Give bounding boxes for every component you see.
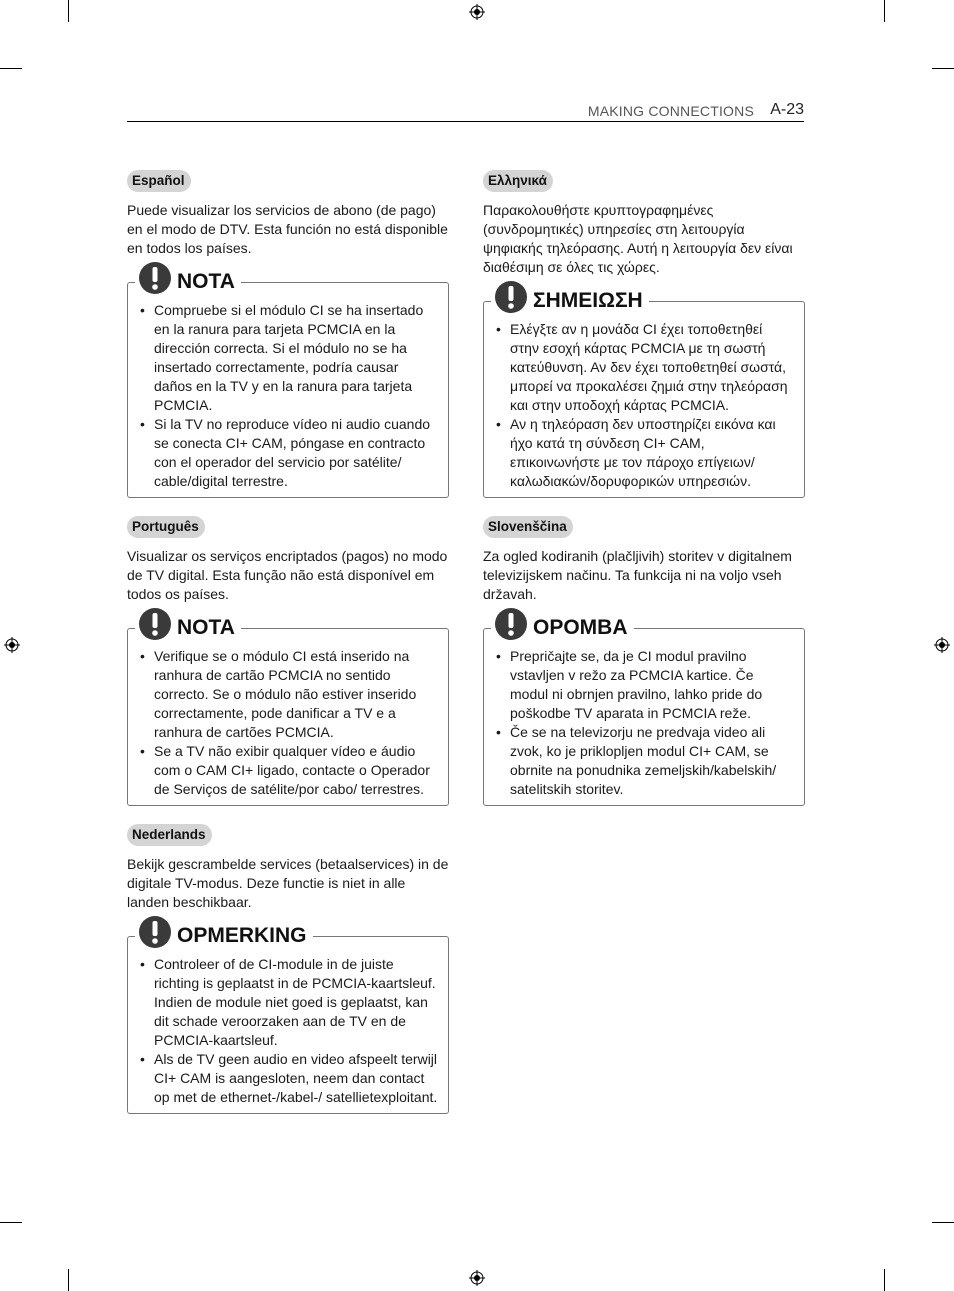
note-list — [138, 955, 438, 1107]
header-rule — [127, 121, 804, 122]
note-header — [491, 279, 649, 313]
crop-mark — [884, 0, 885, 22]
note-title: OPOMBA — [533, 616, 628, 639]
language-section — [483, 170, 805, 498]
note-header — [135, 606, 241, 640]
note-bullet: • Prepričajte se, da je CI modul pravilno vstavljen v režo za PCMCIA kartice. Če modul ni obrnjen pravilno, lahko pride do poškodbe TV aparata in PCMCIA reže. — [494, 647, 794, 723]
page-number: A-23 — [770, 101, 804, 118]
registration-mark-icon — [469, 4, 485, 20]
crop-mark — [932, 1222, 954, 1223]
note-bullet: • Αν η τηλεόραση δεν υποστηρίζει εικόνα και ήχο κατά τη σύνδεση CI+ CAM, επικοινωνήστε με τον πάροχο επίγειων/ καλωδιακών/δορυφορικών υπηρεσιών. — [494, 415, 794, 491]
note-header — [491, 606, 634, 640]
language-section — [127, 516, 449, 806]
warning-icon — [495, 608, 527, 640]
language-tag: Nederlands — [127, 824, 212, 846]
note-list — [494, 647, 794, 799]
note-body — [483, 628, 805, 806]
crop-mark — [932, 68, 954, 69]
language-tag: Ελληνικά — [483, 170, 553, 192]
intro-text: Bekijk gescrambelde services (betaalservices) in de digitale TV-modus. Deze functie is niet in alle landen beschikbaar. — [127, 856, 449, 910]
crop-mark — [68, 1269, 69, 1291]
note-body — [127, 936, 449, 1114]
crop-mark — [0, 68, 22, 69]
note-title: NOTA — [177, 616, 235, 639]
language-tag: Español — [127, 170, 191, 192]
language-section — [483, 516, 805, 806]
note-bullet: • Če se na televizorju ne predvaja video ali zvok, ko je priklopljen modul CI+ CAM, se obrnite na ponudnika zemeljskih/kabelskih/ satelitskih storitev. — [494, 723, 794, 799]
note-header — [135, 914, 313, 948]
note-list — [138, 647, 438, 799]
intro-text: Visualizar os serviços encriptados (pagos) no modo de TV digital. Esta função não está disponível em todos os países. — [127, 548, 448, 602]
note-title: NOTA — [177, 270, 235, 293]
registration-mark-icon — [469, 1270, 485, 1286]
language-section — [127, 824, 449, 1114]
language-tag: Slovenščina — [483, 516, 573, 538]
intro-text: Παρακολουθήστε κρυπτογραφημένες (συνδρομητικές) υπηρεσίες στη λειτουργία ψηφιακής τηλεόρασης. Αυτή η λειτουργία δεν είναι διαθέσιμη σε όλες τις χώρες. — [483, 202, 793, 275]
note-bullet: • Se a TV não exibir qualquer vídeo e áudio com o CAM CI+ ligado, contacte o Operador de Serviços de satélite/por cabo/ terrestres. — [138, 742, 438, 799]
registration-mark-icon — [934, 637, 950, 653]
note-body — [127, 282, 449, 498]
note-title: OPMERKING — [177, 924, 307, 947]
note-bullet: • Si la TV no reproduce vídeo ni audio cuando se conecta CI+ CAM, póngase en contracto con el operador del servicio por satélite/ cable/digital terrestre. — [138, 415, 438, 491]
registration-mark-icon — [4, 637, 20, 653]
warning-icon — [139, 608, 171, 640]
note-box — [127, 270, 449, 498]
note-bullet: • Controleer of de CI-module in de juiste richting is geplaatst in de PCMCIA-kaartsleuf. Indien de module niet goed is geplaatst, kan dit schade veroorzaken aan de TV en de PCMCIA-kaartsleuf. — [138, 955, 438, 1050]
language-section — [127, 170, 449, 498]
note-bullet: • Compruebe si el módulo CI se ha insertado en la ranura para tarjeta PCMCIA en la dirección correcta. Si el módulo no se ha insertado correctamente, podría causar daños en la TV y en la ranura para tarjeta PCMCIA. — [138, 301, 438, 415]
crop-mark — [884, 1269, 885, 1291]
left-column — [127, 170, 449, 1132]
note-box — [127, 616, 449, 806]
note-body — [127, 628, 449, 806]
intro-text: Za ogled kodiranih (plačljivih) storitev v digitalnem televizijskem načinu. Ta funkcija ni na voljo vseh državah. — [483, 548, 792, 602]
note-box — [127, 924, 449, 1114]
note-body — [483, 301, 805, 498]
right-column — [483, 170, 805, 824]
intro-text: Puede visualizar los servicios de abono (de pago) en el modo de DTV. Esta función no está disponible en todos los países. — [127, 202, 448, 256]
warning-icon — [139, 262, 171, 294]
crop-mark — [68, 0, 69, 22]
crop-mark — [0, 1222, 22, 1223]
header-section-title: MAKING CONNECTIONS — [587, 103, 754, 119]
note-header — [135, 260, 241, 294]
note-box — [483, 616, 805, 806]
note-list — [138, 301, 438, 491]
language-tag: Português — [127, 516, 205, 538]
note-list — [494, 320, 794, 491]
note-bullet: • Ελέγξτε αν η μονάδα CI έχει τοποθετηθεί στην εσοχή κάρτας PCMCIA με τη σωστή κατεύθυνση. Αν δεν έχει τοποθετηθεί σωστά, μπορεί να προκαλέσει ζημιά στην τηλεόραση και στην υποδοχή κάρτας PCMCIA. — [494, 320, 794, 415]
warning-icon — [139, 916, 171, 948]
note-title: ΣΗΜΕΙΩΣΗ — [533, 289, 643, 312]
warning-icon — [495, 281, 527, 313]
note-bullet: • Als de TV geen audio en video afspeelt terwijl CI+ CAM is aangesloten, neem dan contact op met de ethernet-/kabel-/ satellietexploitant. — [138, 1050, 438, 1107]
note-bullet: • Verifique se o módulo CI está inserido na ranhura de cartão PCMCIA no sentido correcto. Se o módulo não estiver inserido correctamente, pode danificar a TV e a ranhura de cartões PCMCIA. — [138, 647, 438, 742]
note-box — [483, 289, 805, 498]
